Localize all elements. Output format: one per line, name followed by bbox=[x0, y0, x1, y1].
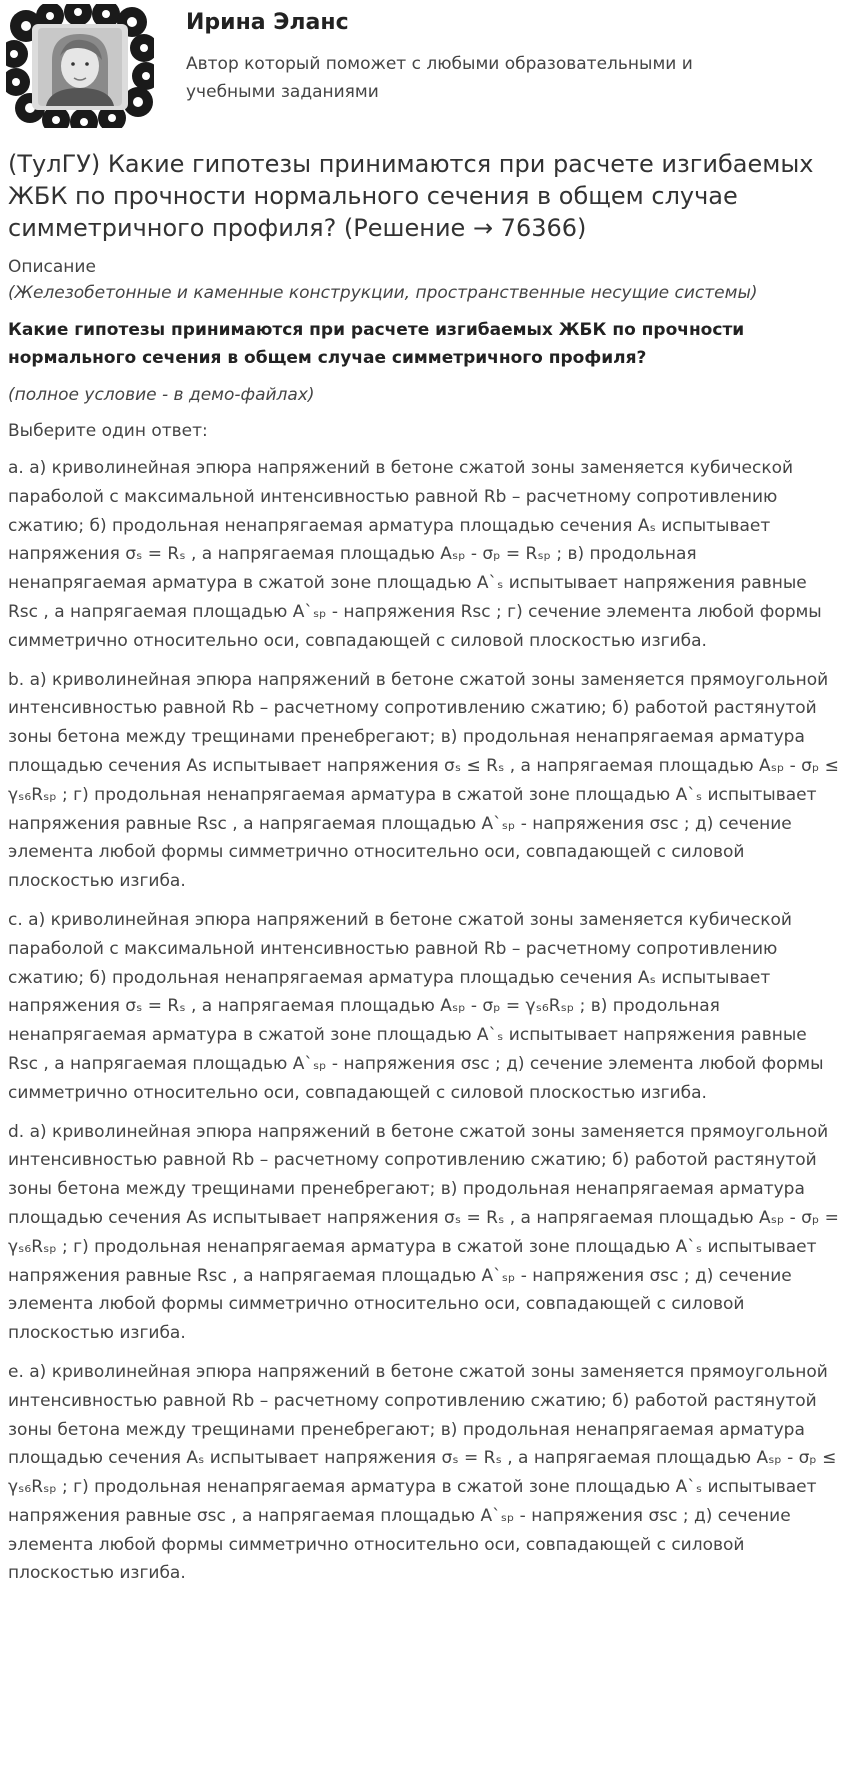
note-text: (полное условие - в демо-файлах) bbox=[8, 385, 315, 405]
article bbox=[8, 148, 840, 1598]
author-name: Ирина Эланс bbox=[186, 10, 349, 35]
answer-option-e: e. а) криволинейная эпюра напряжений в бетоне сжатой зоны заменяется прямоугольной интенсивностью равной Rb – расчетному сопротивлению сжатию; б) работой растянутой зоны бетона между трещинами пренебрегают; в) продольная ненапрягаемая арматура площадью сечения Aₛ испытывает напряжения σₛ = Rₛ , а напрягаемая площадью Aₛₚ - σₚ ≤ γₛ₆Rₛₚ ; г) продольная ненапрягаемая арматура в сжатой зоне площадью A`ₛ испытывает напряжения равные σsc , а напрягаемая площадью A`ₛₚ - напряжения σsc ; д) сечение элемента любой формы симметрично относительно оси, совпадающей с силовой плоскостью изгиба. bbox=[8, 1361, 837, 1584]
author-header bbox=[0, 0, 847, 140]
description-label: Описание bbox=[8, 257, 96, 277]
avatar-film-frame-icon bbox=[6, 4, 154, 128]
page-title: (ТулГУ) Какие гипотезы принимаются при расчете изгибаемых ЖБК по прочности нормального сечения в общем случае симметричного профиля? (Решение → 76366) bbox=[8, 150, 814, 242]
avatar bbox=[6, 4, 154, 128]
answer-option-d: d. а) криволинейная эпюра напряжений в бетоне сжатой зоны заменяется прямоугольной интенсивностью равной Rb – расчетному сопротивлению сжатию; б) работой растянутой зоны бетона между трещинами пренебрегают; в) продольная ненапрягаемая арматура площадью сечения As испытывает напряжения σₛ = Rₛ , а напрягаемая площадью Aₛₚ - σₚ = γₛ₆Rₛₚ ; г) продольная ненапрягаемая арматура в сжатой зоне площадью A`ₛ испытывает напряжения равные Rsc , а напрягаемая площадью A`ₛₚ - напряжения σsc ; д) сечение элемента любой формы симметрично относительно оси, совпадающей с силовой плоскостью изгиба. bbox=[8, 1121, 839, 1344]
answer-option-a: a. а) криволинейная эпюра напряжений в бетоне сжатой зоны заменяется кубической параболой с максимальной интенсивностью равной Rb – расчетному сопротивлению сжатию; б) продольная ненапрягаемая арматура площадью сечения Aₛ испытывает напряжения σₛ = Rₛ , а напрягаемая площадью Aₛₚ - σₚ = Rₛₚ ; в) продольная ненапрягаемая арматура в сжатой зоне площадью A`ₛ испытывает напряжения равные Rsc , а напрягаемая площадью A`ₛₚ - напряжения Rsc ; г) сечение элемента любой формы симметрично относительно оси, совпадающей с силовой плоскостью изгиба. bbox=[8, 458, 822, 651]
answer-option-b: b. а) криволинейная эпюра напряжений в бетоне сжатой зоны заменяется прямоугольной интенсивностью равной Rb – расчетному сопротивлению сжатию; б) работой растянутой зоны бетона между трещинами пренебрегают; в) продольная ненапрягаемая арматура площадью сечения As испытывает напряжения σₛ ≤ Rₛ , а напрягаемая площадью Aₛₚ - σₚ ≤ γₛ₆Rₛₚ ; г) продольная ненапрягаемая арматура в сжатой зоне площадью A`ₛ испытывает напряжения равные Rsc , а напрягаемая площадью A`ₛₚ - напряжения σsc ; д) сечение элемента любой формы симметрично относительно оси, совпадающей с силовой плоскостью изгиба. bbox=[8, 669, 839, 892]
answer-prompt: Выберите один ответ: bbox=[8, 421, 208, 441]
answer-option-c: c. а) криволинейная эпюра напряжений в бетоне сжатой зоны заменяется кубической параболой с максимальной интенсивностью равной Rb – расчетному сопротивлению сжатию; б) продольная ненапрягаемая арматура площадью сечения Aₛ испытывает напряжения σₛ = Rₛ , а напрягаемая площадью Aₛₚ - σₚ = γₛ₆Rₛₚ ; в) продольная ненапрягаемая арматура в сжатой зоне площадью A`ₛ испытывает напряжения равные Rsc , а напрягаемая площадью A`ₛₚ - напряжения σsc ; д) сечение элемента любой формы симметрично относительно оси, совпадающей с силовой плоскостью изгиба. bbox=[8, 909, 824, 1103]
author-description: Автор который поможет с любыми образовательными и учебными заданиями bbox=[186, 54, 693, 102]
category-text: (Железобетонные и каменные конструкции, пространственные несущие системы) bbox=[8, 283, 758, 303]
question-text: Какие гипотезы принимаются при расчете изгибаемых ЖБК по прочности нормального сечения в общем случае симметричного профиля? bbox=[8, 320, 745, 368]
